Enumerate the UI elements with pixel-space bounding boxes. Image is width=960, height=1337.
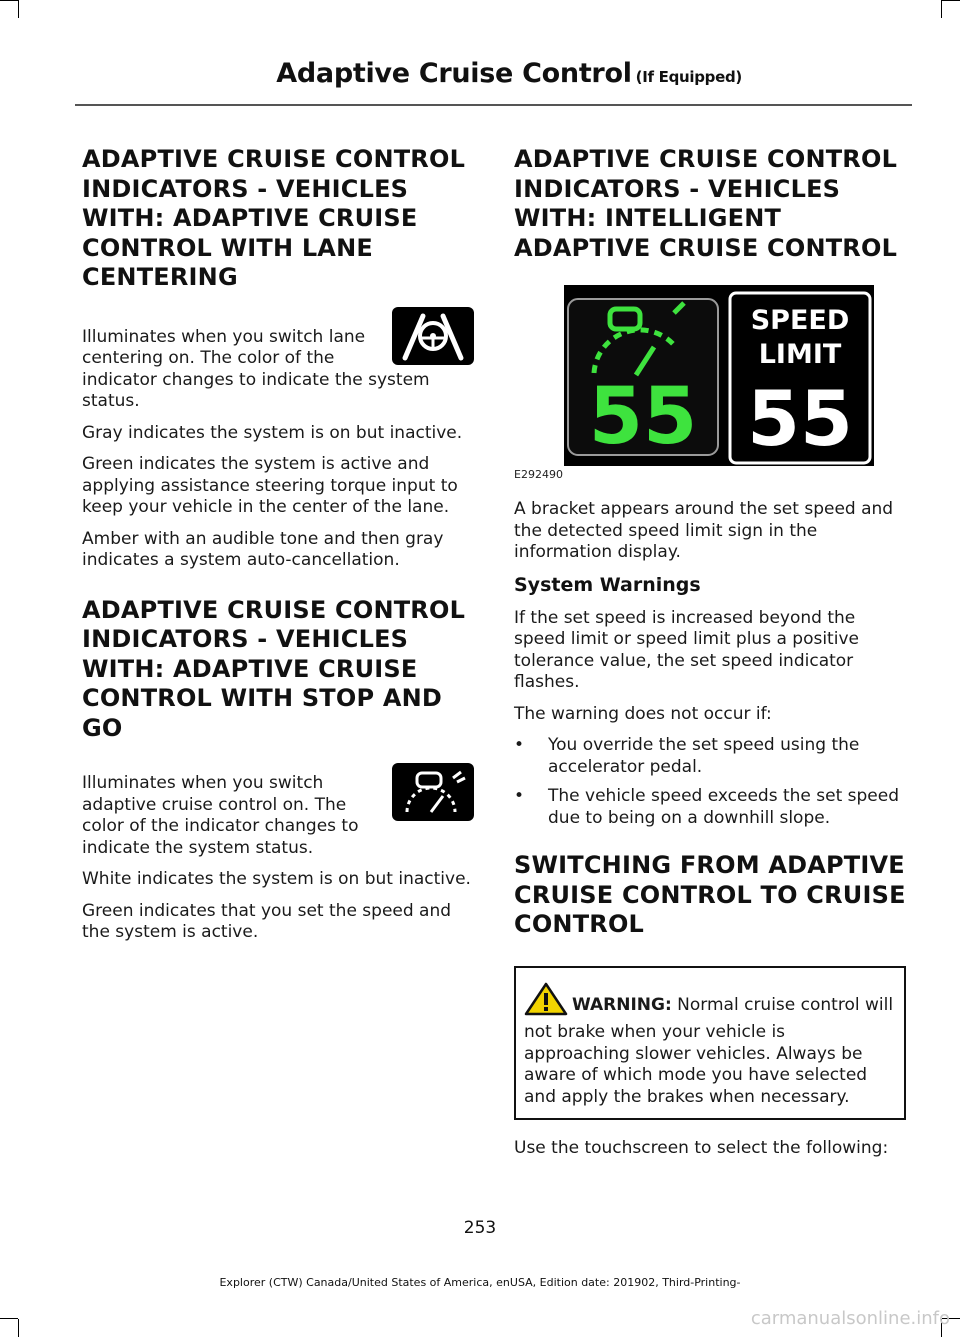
lane-centering-green: Green indicates the system is active and applying assistance steering torque input to keep your vehicle in the center of the lane.: [82, 454, 458, 517]
section-heading-switching: SWITCHING FROM ADAPTIVE CRUISE CONTROL TO CRUISE CONTROL: [514, 851, 906, 938]
figure-code: E292490: [514, 468, 563, 481]
crop-mark: [942, 0, 960, 1]
warning-box: [514, 966, 906, 1121]
crop-mark: [941, 0, 942, 18]
section-heading-stop-and-go: ADAPTIVE CRUISE CONTROL INDICATORS - VEHICLES WITH: ADAPTIVE CRUISE CONTROL WITH STOP AND GO: [82, 595, 466, 742]
lane-centering-amber: Amber with an audible tone and then gray indicates a system auto-cancellation.: [82, 528, 444, 570]
watermark-text: carmanualsonline.info: [750, 1308, 950, 1329]
crop-mark: [18, 0, 19, 18]
speed-sign-line1: SPEED: [750, 305, 850, 336]
stop-and-go-white: White indicates the system is on but inactive.: [82, 869, 471, 889]
left-column: [82, 145, 474, 954]
header-divider: [75, 104, 912, 106]
stop-and-go-indicator: [82, 757, 474, 869]
crop-mark: [18, 1319, 19, 1337]
system-warnings-heading: System Warnings: [514, 573, 701, 596]
section-heading-intelligent-acc: ADAPTIVE CRUISE CONTROL INDICATORS - VEHICLES WITH: INTELLIGENT ADAPTIVE CRUISE CONTROL: [514, 145, 898, 262]
stop-and-go-intro: Illuminates when you switch adaptive cruise control on. The color of the indicator changes to indicate the system status.: [82, 773, 359, 858]
warning-text: Normal cruise control will not brake when your vehicle is approaching slower vehicles. Always be aware of which mode you have selected and apply the brakes when necessary.: [524, 994, 894, 1107]
crop-mark: [0, 0, 18, 1]
crop-mark: [0, 1318, 18, 1319]
system-warnings-text: If the set speed is increased beyond the speed limit or speed limit plus a positive tolerance value, the set speed indicator flashes.: [514, 607, 859, 692]
section-heading-lane-centering: ADAPTIVE CRUISE CONTROL INDICATORS - VEHICLES WITH: ADAPTIVE CRUISE CONTROL WITH LANE CENTERING: [82, 145, 466, 291]
touchscreen-instruction: Use the touchscreen to select the following:: [514, 1138, 889, 1158]
bracket-description: A bracket appears around the set speed and the detected speed limit sign in the information display.: [514, 499, 894, 562]
page-number: 253: [463, 1218, 497, 1238]
lane-centering-steering-wheel-icon: [392, 307, 474, 365]
page-header-title: [276, 58, 742, 89]
warning-conditions-list: [514, 735, 906, 829]
speed-sign-line2: LIMIT: [758, 339, 842, 370]
lane-centering-intro: Illuminates when you switch lane centering on. The color of the indicator changes to indicate the system status.: [82, 326, 430, 411]
list-item: • You override the set speed using the accelerator pedal.: [514, 735, 906, 778]
speed-sign-value: 55: [747, 374, 853, 463]
page-footer: Explorer (CTW) Canada/United States of America, enUSA, Edition date: 201902, Third-Printing-: [219, 1276, 741, 1289]
lane-centering-gray: Gray indicates the system is on but inactive.: [82, 422, 463, 443]
list-item: • The vehicle speed exceeds the set speed due to being on a downhill slope.: [514, 786, 906, 829]
lane-centering-indicator: [82, 307, 474, 423]
warning-conditions-intro: The warning does not occur if:: [514, 703, 772, 724]
warning-label: WARNING:: [572, 994, 672, 1015]
intelligent-acc-display-figure: [564, 285, 874, 466]
header-title-suffix: (If Equipped): [635, 68, 742, 86]
stop-and-go-green: Green indicates that you set the speed and the system is active.: [82, 900, 452, 942]
warning-triangle-icon: [524, 982, 568, 1023]
adaptive-cruise-car-gauge-icon: [392, 763, 474, 821]
set-speed-value: 55: [588, 372, 698, 462]
right-column: [514, 145, 906, 1170]
header-title-text: Adaptive Cruise Control: [276, 58, 632, 89]
